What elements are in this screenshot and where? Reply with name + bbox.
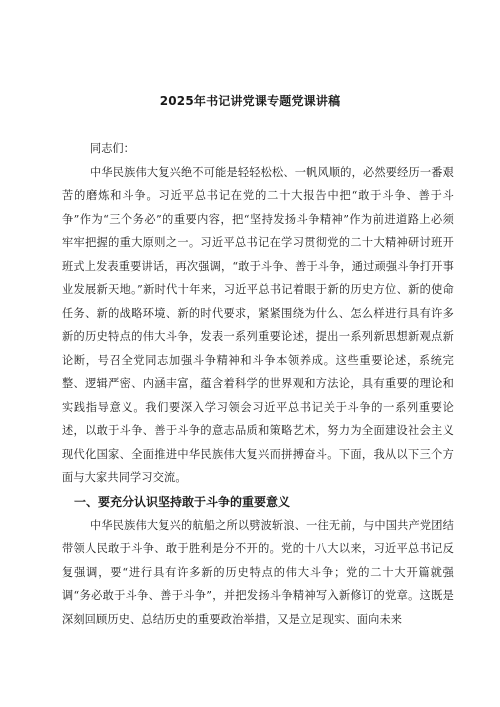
document-title: 2025年书记讲党课专题党课讲稿 [159, 94, 341, 108]
section-heading: 一、要充分认识坚持敢于斗争的重要意义 [74, 494, 291, 509]
intro-paragraph: 中华民族伟大复兴绝不可能是轻轻松松、一帆风顺的，必然要经历一番艰苦的磨炼和斗争。习近平总书记在党的二十大报告中把“敢于斗争、善于斗争”作为“三个务必”的重要内容，把“坚持发扬斗争精神”作为前进道路上必须牢牢把握的重大原则之一。习近平总书记在学习贯彻党的二十大精神研讨班开班式上发表重要讲话，再次强调，“敢于斗争、善于斗争，通过顽强斗争打开事业发展新天地。”新时代十年来，习近平总书记着眼于新的历史方位、新的使命任务、新的战略环境、新的时代要求，紧紧围绕为什么、怎么样进行具有许多新的历史特点的伟大斗争，发表一系列重要论述，提出一系列新思想新观点新论断，号召全党同志加强斗争精神和斗争本领养成。这些重要论述，系统完整、逻辑严密、内涵丰富，蕴含着科学的世界观和方法论，具有重要的理论和实践指导意义。我们要深入学习领会习近平总书记关于斗争的一系列重要论述，以敢于斗争、善于斗争的意志品质和策略艺术，努力为全面建设社会主义现代化国家、全面推进中华民族伟大复兴而拼搏奋斗。下面，我从以下三个方面与大家共同学习交流。 [62, 165, 454, 484]
section-paragraph: 中华民族伟大复兴的航船之所以劈波斩浪、一往无前，与中国共产党团结带领人民敢于斗争、敢于胜利是分不开的。党的十八大以来，习近平总书记反复强调，要“进行具有许多新的历史特点的伟大斗争；党的二十大开篇就强调“务必敢于斗争、善于斗争”，并把发扬斗争精神写入新修订的党章。这既是深刻回顾历史、总结历史的重要政治举措，又是立足现实、面向未来 [62, 518, 454, 626]
document-body [62, 137, 454, 631]
salutation: 同志们： [90, 142, 135, 155]
